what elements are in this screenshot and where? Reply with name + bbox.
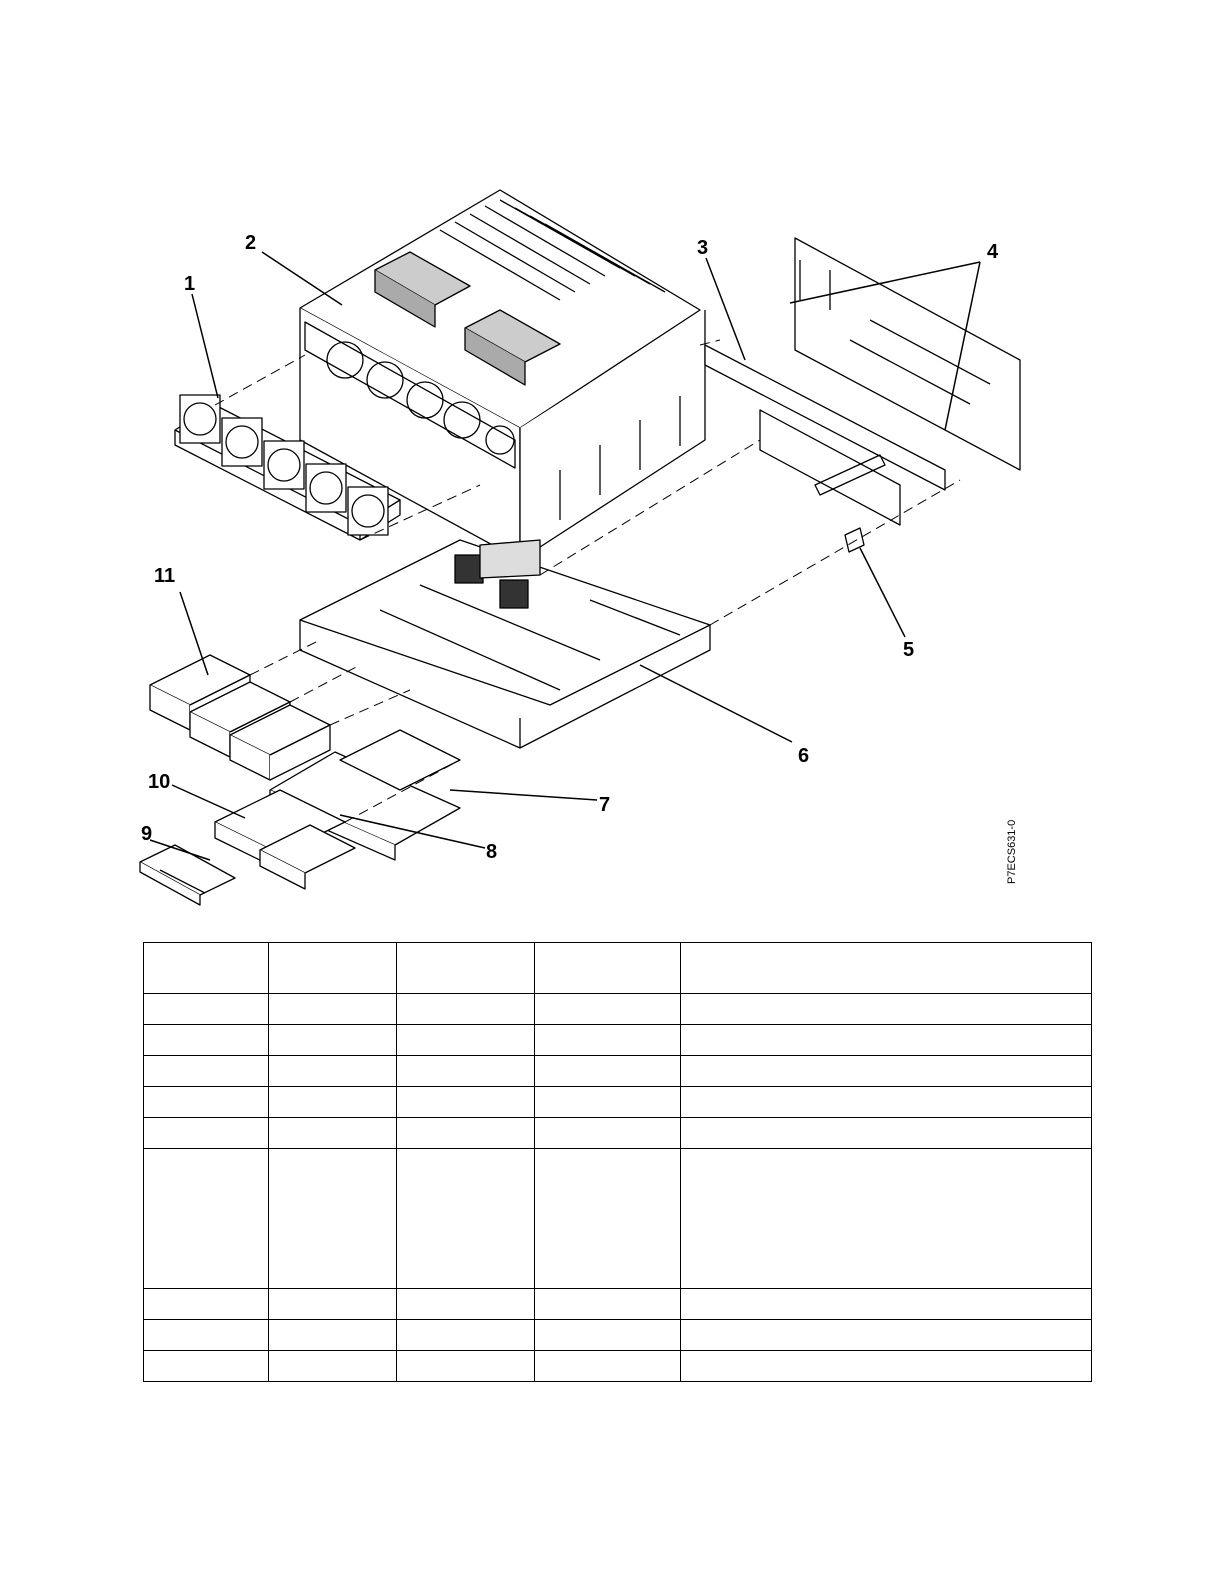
table-cell xyxy=(397,1025,535,1056)
callout-1: 1 xyxy=(184,273,196,295)
table-cell xyxy=(681,994,1092,1025)
table-cell xyxy=(535,1351,681,1382)
small-part-drawing xyxy=(845,528,864,552)
table-cell xyxy=(144,1118,269,1149)
callout-6: 6 xyxy=(798,745,810,767)
table-row xyxy=(144,1351,1092,1382)
table-cell xyxy=(681,1118,1092,1149)
table-cell xyxy=(397,1351,535,1382)
callout-10: 10 xyxy=(148,771,171,793)
table-cell xyxy=(144,1351,269,1382)
table-cell xyxy=(535,1118,681,1149)
table-row xyxy=(144,1289,1092,1320)
table-cell xyxy=(397,1087,535,1118)
table-cell xyxy=(269,1351,397,1382)
table-cell xyxy=(269,1118,397,1149)
table-row xyxy=(144,1118,1092,1149)
table-cell xyxy=(269,1289,397,1320)
table-cell xyxy=(269,994,397,1025)
table-row xyxy=(144,994,1092,1025)
table-cell xyxy=(397,1289,535,1320)
table-cell xyxy=(535,1025,681,1056)
table-cell xyxy=(144,1056,269,1087)
table-row xyxy=(144,1056,1092,1087)
callout-5: 5 xyxy=(903,639,915,661)
callout-7: 7 xyxy=(599,794,611,816)
figure-id-label: P7ECS631-0 xyxy=(1006,819,1018,884)
callout-8: 8 xyxy=(486,841,498,863)
table-cell xyxy=(397,1056,535,1087)
table-cell xyxy=(397,1320,535,1351)
table-cell xyxy=(535,1149,681,1289)
table-row xyxy=(144,1149,1092,1289)
callout-9: 9 xyxy=(141,823,153,845)
callout-11: 11 xyxy=(154,565,176,587)
table-cell xyxy=(144,994,269,1025)
table-cell xyxy=(535,1289,681,1320)
header-cell xyxy=(269,943,397,994)
table-cell xyxy=(397,1118,535,1149)
table-cell xyxy=(269,1149,397,1289)
table-row xyxy=(144,1025,1092,1056)
table-cell xyxy=(397,994,535,1025)
table-cell xyxy=(269,1025,397,1056)
table-cell xyxy=(144,1087,269,1118)
table-row xyxy=(144,1087,1092,1118)
table-cell xyxy=(269,1320,397,1351)
header-cell xyxy=(535,943,681,994)
system-planar-drawing xyxy=(300,540,710,748)
callout-3: 3 xyxy=(697,237,709,259)
table-row xyxy=(144,1320,1092,1351)
table-cell xyxy=(144,1149,269,1289)
table-cell xyxy=(535,1056,681,1087)
table-cell xyxy=(681,1320,1092,1351)
table-cell xyxy=(397,1149,535,1289)
disk-drives-drawing xyxy=(150,655,330,780)
header-cell xyxy=(144,943,269,994)
table-cell xyxy=(535,994,681,1025)
header-cell xyxy=(681,943,1092,994)
header-cell xyxy=(397,943,535,994)
callout-4: 4 xyxy=(987,241,999,263)
table-cell xyxy=(535,1320,681,1351)
rack-rail-drawing xyxy=(705,238,1020,525)
table-cell xyxy=(681,1289,1092,1320)
table-cell xyxy=(681,1149,1092,1289)
table-cell xyxy=(681,1056,1092,1087)
filler-drawing xyxy=(140,845,235,905)
table-cell xyxy=(681,1087,1092,1118)
table-cell xyxy=(144,1025,269,1056)
parts-table xyxy=(143,942,1092,1382)
table-cell xyxy=(144,1289,269,1320)
table-cell xyxy=(269,1056,397,1087)
table-header-row xyxy=(144,943,1092,994)
table-cell xyxy=(681,1351,1092,1382)
table-cell xyxy=(144,1320,269,1351)
table-cell xyxy=(269,1087,397,1118)
callout-2: 2 xyxy=(245,232,257,254)
table-cell xyxy=(681,1025,1092,1056)
table-cell xyxy=(535,1087,681,1118)
